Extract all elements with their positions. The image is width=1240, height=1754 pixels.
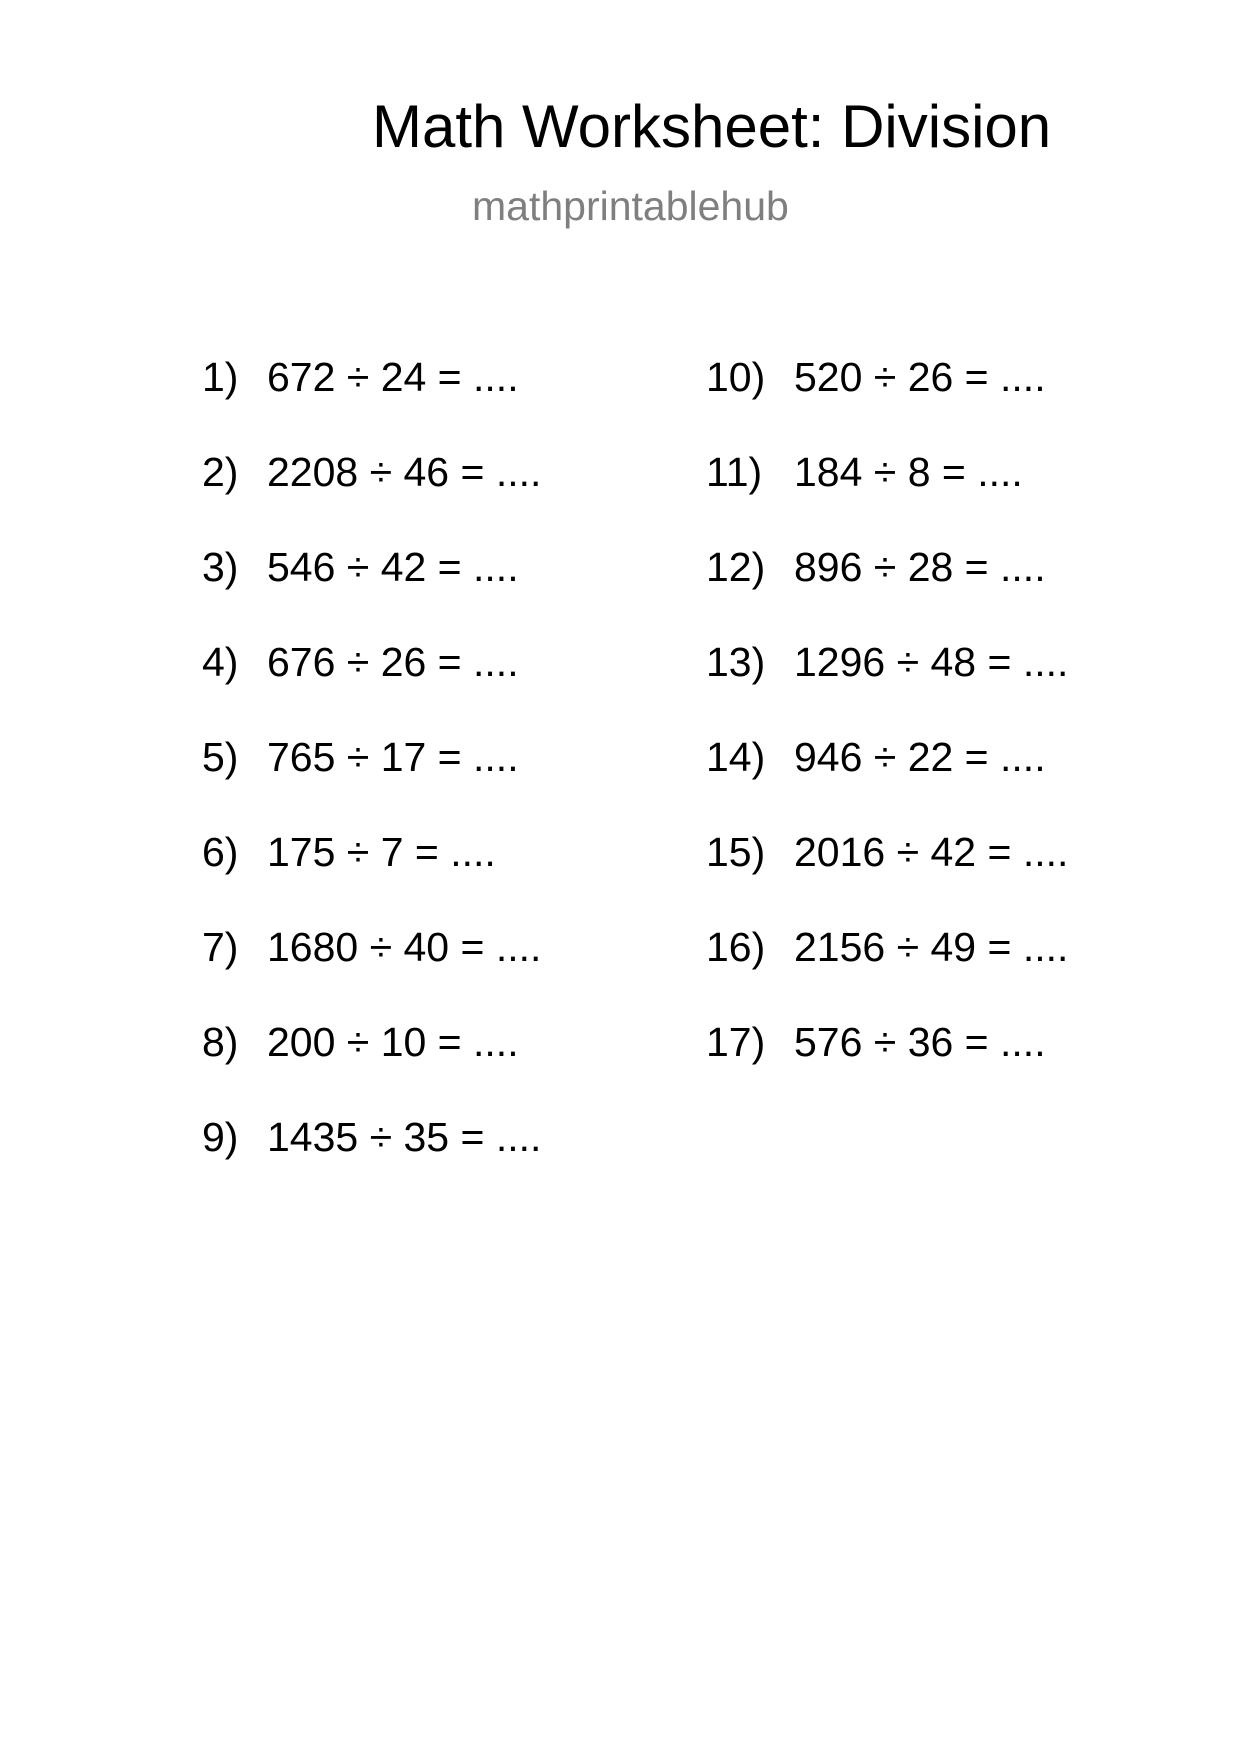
problem-number: 2) xyxy=(202,449,239,495)
problem-expression: 2208 ÷ 46 = .... xyxy=(267,449,542,495)
problem-number: 7) xyxy=(202,924,239,970)
problem-expression: 1296 ÷ 48 = .... xyxy=(794,639,1069,685)
problem-number: 17) xyxy=(706,1019,766,1065)
problem-item xyxy=(706,1019,1068,1114)
problem-expression: 520 ÷ 26 = .... xyxy=(794,354,1046,400)
problem-expression: 1435 ÷ 35 = .... xyxy=(267,1114,542,1160)
problem-expression: 2156 ÷ 49 = .... xyxy=(794,924,1069,970)
problem-expression: 2016 ÷ 42 = .... xyxy=(794,829,1069,875)
problem-expression: 576 ÷ 36 = .... xyxy=(794,1019,1046,1065)
problem-expression: 200 ÷ 10 = .... xyxy=(267,1019,519,1065)
problem-column-right xyxy=(706,354,1068,1114)
problem-expression: 946 ÷ 22 = .... xyxy=(794,734,1046,780)
page-subtitle: mathprintablehub xyxy=(472,183,789,229)
problem-number: 16) xyxy=(706,924,766,970)
problem-item xyxy=(202,639,541,734)
problem-number: 10) xyxy=(706,354,766,400)
problem-item xyxy=(706,544,1068,639)
problem-number: 1) xyxy=(202,354,239,400)
problem-item xyxy=(706,734,1068,829)
problem-item xyxy=(202,354,541,449)
problem-number: 5) xyxy=(202,734,239,780)
problem-item xyxy=(706,924,1068,1019)
problem-item xyxy=(706,449,1068,544)
problem-item xyxy=(202,449,541,544)
problem-item xyxy=(202,734,541,829)
problem-expression: 175 ÷ 7 = .... xyxy=(267,829,496,875)
problem-number: 15) xyxy=(706,829,766,875)
problem-number: 6) xyxy=(202,829,239,875)
problem-item xyxy=(202,544,541,639)
problem-number: 14) xyxy=(706,734,766,780)
problem-item xyxy=(202,1019,541,1114)
problem-expression: 672 ÷ 24 = .... xyxy=(267,354,519,400)
problem-number: 3) xyxy=(202,544,239,590)
problem-number: 11) xyxy=(706,449,763,495)
problem-expression: 765 ÷ 17 = .... xyxy=(267,734,519,780)
problem-expression: 896 ÷ 28 = .... xyxy=(794,544,1046,590)
problem-expression: 184 ÷ 8 = .... xyxy=(794,449,1023,495)
problem-number: 13) xyxy=(706,639,766,685)
problem-item xyxy=(706,639,1068,734)
problem-expression: 676 ÷ 26 = .... xyxy=(267,639,519,685)
problem-item xyxy=(706,354,1068,449)
problem-number: 8) xyxy=(202,1019,239,1065)
problem-item xyxy=(706,829,1068,924)
problem-number: 9) xyxy=(202,1114,239,1160)
problem-item xyxy=(202,829,541,924)
problem-number: 12) xyxy=(706,544,766,590)
page-title: Math Worksheet: Division xyxy=(372,93,1052,160)
problem-item xyxy=(202,1114,541,1209)
problem-expression: 1680 ÷ 40 = .... xyxy=(267,924,542,970)
problem-column-left xyxy=(202,354,541,1209)
problem-number: 4) xyxy=(202,639,239,685)
problem-item xyxy=(202,924,541,1019)
problem-expression: 546 ÷ 42 = .... xyxy=(267,544,519,590)
